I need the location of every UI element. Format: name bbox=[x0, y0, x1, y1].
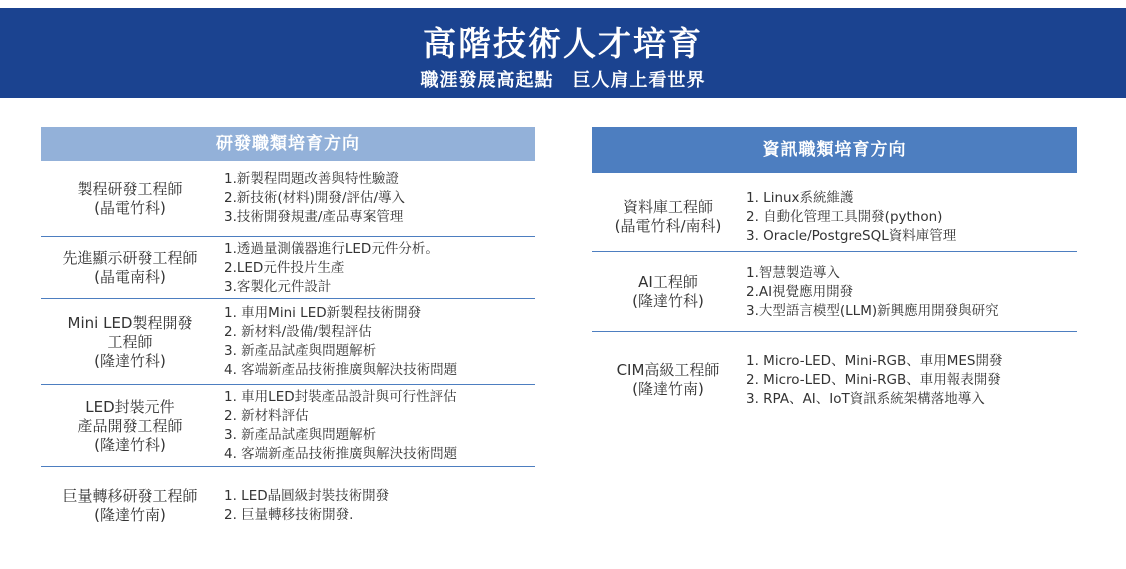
it-header: 資訊職類培育方向 bbox=[592, 127, 1077, 173]
duty-item: 1. 車用Mini LED新製程技術開發 bbox=[224, 305, 422, 321]
duty-list bbox=[746, 183, 1077, 251]
duty-item: 3.技術開發規畫/產品專案管理 bbox=[224, 209, 404, 225]
role-title: LED封裝元件 bbox=[85, 397, 175, 416]
role-name bbox=[592, 253, 744, 331]
duty-list bbox=[746, 253, 1077, 331]
duty-list bbox=[746, 333, 1077, 427]
duty-item: 1. Linux系統維護 bbox=[746, 189, 854, 206]
duty-list bbox=[224, 161, 535, 236]
role-name bbox=[592, 333, 744, 427]
role-name bbox=[41, 386, 219, 466]
role-name bbox=[41, 300, 219, 384]
it-column bbox=[592, 127, 1077, 407]
role-title-cont: 工程師 bbox=[107, 332, 153, 351]
duty-item: 1.智慧製造導入 bbox=[746, 264, 840, 281]
it-row bbox=[592, 253, 1077, 332]
duty-item: 2. 巨量轉移技術開發. bbox=[224, 507, 354, 523]
banner-subtitle: 職涯發展高起點 巨人肩上看世界 bbox=[420, 70, 706, 91]
duty-item: 2. 新材料評估 bbox=[224, 408, 309, 424]
rd-column bbox=[41, 127, 535, 524]
duty-item: 2.AI視覺應用開發 bbox=[746, 283, 854, 300]
role-location: (隆達竹科) bbox=[632, 292, 704, 310]
rd-row bbox=[41, 238, 535, 299]
role-title: 先進顯示研發工程師 bbox=[62, 249, 198, 267]
role-name bbox=[41, 472, 219, 540]
role-location: (晶電南科) bbox=[94, 268, 166, 286]
duty-list bbox=[224, 386, 535, 466]
duty-item: 2. 新材料/設備/製程評估 bbox=[224, 324, 372, 340]
banner-title: 高階技術人才培育 bbox=[423, 24, 703, 63]
role-name bbox=[41, 238, 219, 298]
role-title-cont: 產品開發工程師 bbox=[77, 416, 183, 435]
duty-list bbox=[224, 238, 535, 298]
duty-item: 1. LED晶圓級封裝技術開發 bbox=[224, 488, 390, 504]
duty-item: 4. 客端新產品技術推廣與解決技術問題 bbox=[224, 446, 458, 462]
role-name bbox=[41, 161, 219, 236]
role-location: (隆達竹南) bbox=[94, 506, 166, 524]
duty-list bbox=[224, 300, 535, 384]
duty-item: 1. Micro-LED、Mini-RGB、車用MES開發 bbox=[746, 352, 1003, 369]
duty-list bbox=[224, 472, 535, 540]
duty-item: 2. 自動化管理工具開發(python) bbox=[746, 208, 943, 225]
rd-row bbox=[41, 300, 535, 385]
duty-item: 3. Oracle/PostgreSQL資料庫管理 bbox=[746, 227, 957, 244]
duty-item: 2.LED元件投片生產 bbox=[224, 259, 345, 276]
role-location: (隆達竹南) bbox=[632, 380, 704, 398]
rd-row bbox=[41, 472, 535, 540]
role-name bbox=[592, 183, 744, 251]
duty-item: 4. 客端新產品技術推廣與解決技術問題 bbox=[224, 362, 458, 378]
role-title: 製程研發工程師 bbox=[77, 179, 183, 198]
duty-item: 2.新技術(材料)開發/評估/導入 bbox=[224, 190, 406, 206]
role-title: 資料庫工程師 bbox=[622, 198, 713, 216]
role-title: Mini LED製程開發 bbox=[67, 313, 193, 332]
role-title: 巨量轉移研發工程師 bbox=[62, 487, 198, 505]
role-title: CIM高級工程師 bbox=[616, 361, 720, 379]
it-row bbox=[592, 183, 1077, 252]
banner bbox=[0, 8, 1126, 98]
role-title: AI工程師 bbox=[638, 273, 698, 291]
rd-row bbox=[41, 161, 535, 237]
duty-item: 1.透過量測儀器進行LED元件分析。 bbox=[224, 240, 439, 257]
it-row bbox=[592, 333, 1077, 427]
duty-item: 3. RPA、AI、IoT資訊系統架構落地導入 bbox=[746, 390, 985, 407]
role-location: (隆達竹科) bbox=[94, 351, 166, 370]
duty-item: 1.新製程問題改善與特性驗證 bbox=[224, 171, 399, 187]
duty-item: 3.大型語言模型(LLM)新興應用開發與研究 bbox=[746, 302, 999, 319]
duty-item: 2. Micro-LED、Mini-RGB、車用報表開發 bbox=[746, 371, 1001, 388]
duty-item: 1. 車用LED封裝產品設計與可行性評估 bbox=[224, 389, 457, 405]
role-location: (晶電竹科) bbox=[94, 198, 166, 217]
duty-item: 3. 新產品試產與問題解析 bbox=[224, 343, 377, 359]
role-location: (晶電竹科/南科) bbox=[614, 217, 722, 235]
duty-item: 3. 新產品試產與問題解析 bbox=[224, 427, 377, 443]
rd-header: 研發職類培育方向 bbox=[41, 127, 535, 161]
rd-row bbox=[41, 386, 535, 467]
role-location: (隆達竹科) bbox=[94, 435, 166, 454]
duty-item: 3.客製化元件設計 bbox=[224, 278, 332, 295]
